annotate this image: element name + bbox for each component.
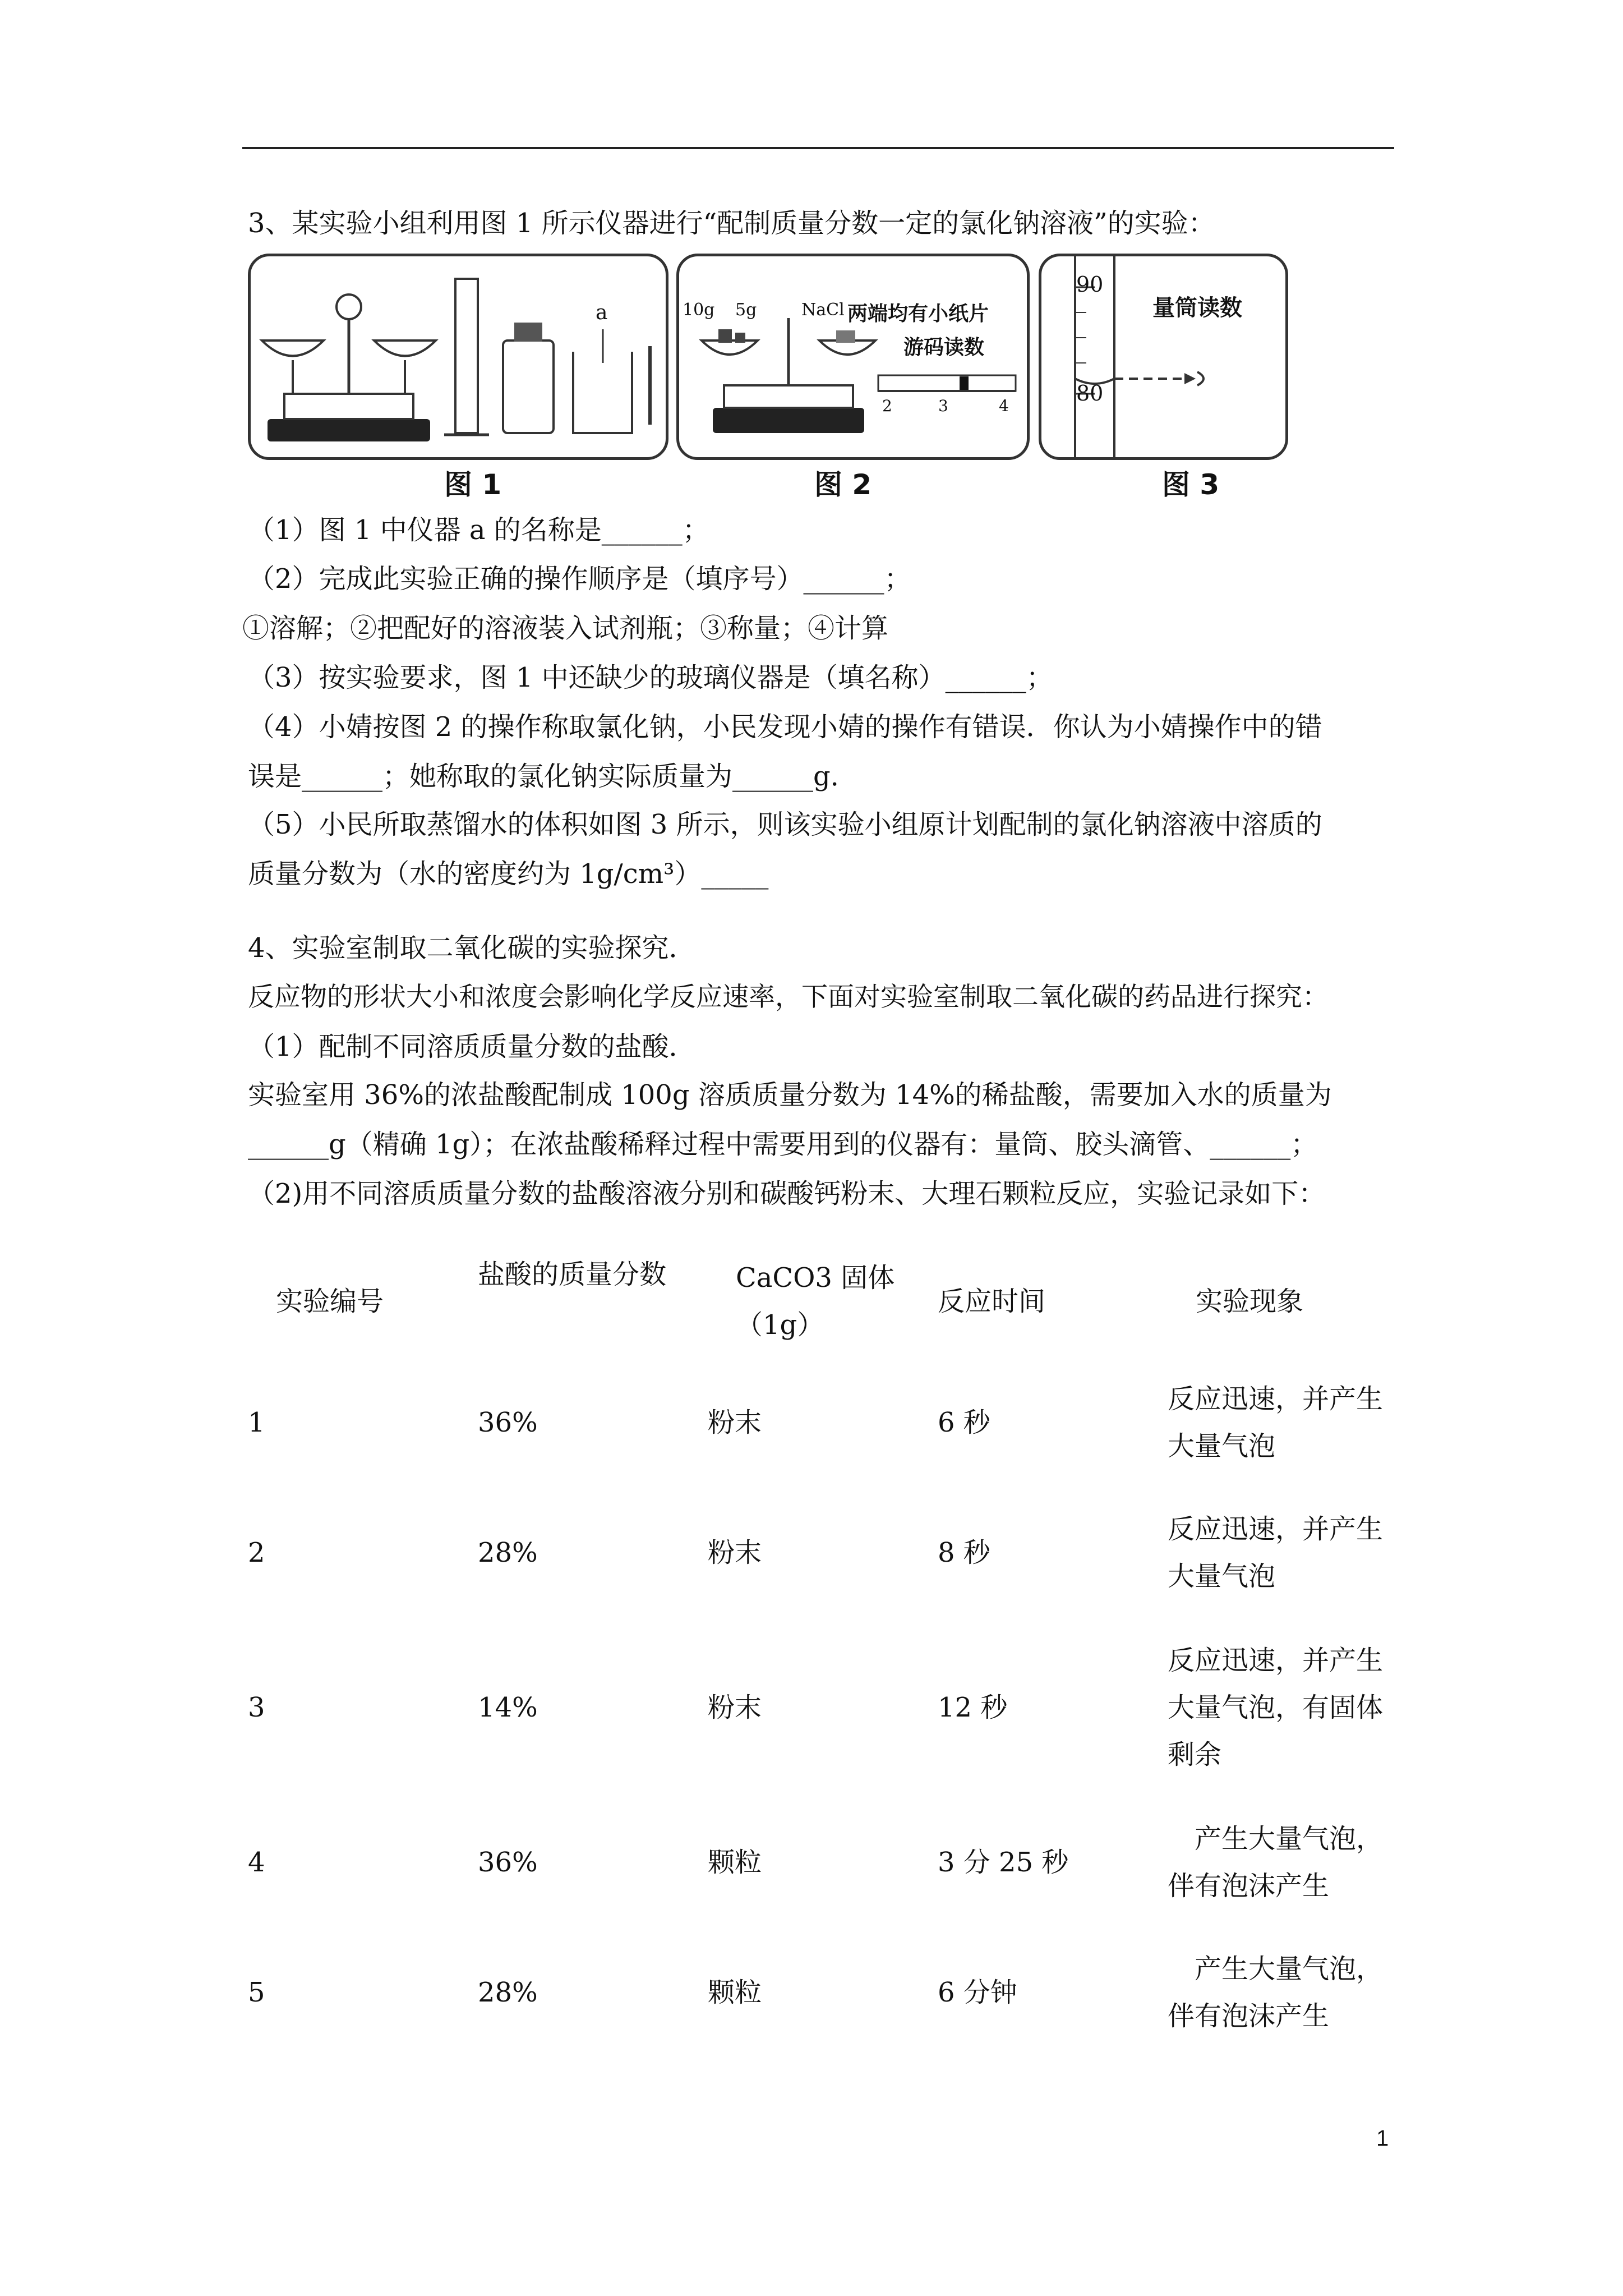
cell-concentration: 36% <box>478 1407 538 1438</box>
header-caco3: CaCO3 固体（1g） <box>736 1262 895 1341</box>
cell-time: 8 秒 <box>938 1537 990 1568</box>
cell-caco3: 粉末 <box>708 1692 762 1723</box>
header-rule <box>242 147 1394 149</box>
cylinder-mark-90: 90 <box>1076 272 1104 297</box>
figure-row <box>248 254 1288 500</box>
cell-time: 6 分钟 <box>938 1977 1017 2008</box>
table-header-row <box>248 1228 1403 1358</box>
header-time: 反应时间 <box>938 1286 1046 1317</box>
nacl-label: NaCl <box>801 300 845 320</box>
instrument-a-label: a <box>596 301 608 324</box>
cell-exp-no: 1 <box>248 1407 265 1438</box>
cell-phenomenon: 反应迅速，并产生大量气泡 <box>1168 1513 1384 1592</box>
table-row <box>248 1358 1403 1488</box>
cell-phenomenon: 产生大量气泡，伴有泡沫产生 <box>1168 1953 1384 2032</box>
cell-phenomenon: 产生大量气泡，伴有泡沫产生 <box>1168 1823 1384 1902</box>
experiment-table <box>248 1228 1403 2058</box>
figure-3 <box>1039 254 1288 460</box>
weight-10g-label: 10g <box>683 300 715 320</box>
q4-intro: 反应物的形状大小和浓度会影响化学反应速率，下面对实验室制取二氧化碳的药品进行探究： <box>248 982 1329 1013</box>
cell-concentration: 28% <box>478 1537 538 1568</box>
table-row <box>248 1927 1403 2058</box>
figure-1 <box>248 254 668 460</box>
cell-exp-no: 3 <box>248 1692 265 1723</box>
cell-phenomenon: 反应迅速，并产生大量气泡，有固体剩余 <box>1168 1645 1384 1770</box>
figure-2 <box>676 254 1030 460</box>
cell-caco3: 粉末 <box>708 1537 762 1568</box>
cylinder-reading-note: 量筒读数 <box>1152 295 1242 321</box>
cell-phenomenon: 反应迅速，并产生大量气泡 <box>1168 1383 1384 1462</box>
rider-reading-note: 游码读数 <box>903 335 985 359</box>
q4-part-1: （1）配制不同溶质质量分数的盐酸． <box>248 1031 696 1062</box>
figure-1-caption: 图 1 <box>444 468 502 501</box>
figure-1-drawing <box>251 256 666 457</box>
scale-tick-4: 4 <box>999 397 1009 415</box>
cell-caco3: 颗粒 <box>708 1847 762 1878</box>
cell-concentration: 36% <box>478 1847 538 1878</box>
cell-concentration: 28% <box>478 1977 538 2008</box>
q4-part-1-line2: ______g（精确 1g）；在浓盐酸稀释过程中需要用到的仪器有：量筒、胶头滴管、______； <box>248 1129 1318 1160</box>
q3-part-4-line1: （4）小婧按图 2 的操作称取氯化钠，小民发现小婧的操作有错误．你认为小婧操作中的错 <box>248 711 1322 743</box>
q3-part-2-options: ①溶解；②把配好的溶液装入试剂瓶；③称量；④计算 <box>242 613 889 644</box>
q3-part-1: （1）图 1 中仪器 a 的名称是______； <box>248 514 709 546</box>
cell-time: 12 秒 <box>938 1692 1008 1723</box>
cell-exp-no: 2 <box>248 1537 265 1568</box>
q3-part-5-line2: 质量分数为（水的密度约为 1g/cm³）_____ <box>248 858 769 890</box>
figure-2-caption: 图 2 <box>814 468 872 501</box>
q3-part-5-line1: （5）小民所取蒸馏水的体积如图 3 所示，则该实验小组原计划配制的氯化钠溶液中溶质的 <box>248 809 1322 840</box>
cell-concentration: 14% <box>478 1692 538 1723</box>
cell-exp-no: 4 <box>248 1847 265 1878</box>
q4-part-1-line1: 实验室用 36%的浓盐酸配制成 100g 溶质质量分数为 14%的稀盐酸，需要加入水的质量为 <box>248 1079 1332 1111</box>
cell-time: 6 秒 <box>938 1407 990 1438</box>
cylinder-mark-80: 80 <box>1076 381 1104 406</box>
q3-part-4-line2: 误是______；她称取的氯化钠实际质量为______g． <box>248 761 857 792</box>
header-concentration: 盐酸的质量分数 <box>478 1259 667 1290</box>
header-exp-no: 实验编号 <box>276 1286 384 1317</box>
q3-part-2: （2）完成此实验正确的操作顺序是（填序号）______； <box>248 563 911 595</box>
cell-exp-no: 5 <box>248 1977 265 2008</box>
q4-part-2: （2)用不同溶质质量分数的盐酸溶液分别和碳酸钙粉末、大理石颗粒反应，实验记录如下： <box>248 1178 1326 1209</box>
q3-part-3: （3）按实验要求，图 1 中还缺少的玻璃仪器是（填名称）______； <box>248 662 1053 693</box>
page-number: 1 <box>1376 2126 1389 2151</box>
figure-3-caption: 图 3 <box>1162 468 1220 501</box>
q3-intro: 3、某实验小组利用图 1 所示仪器进行“配制质量分数一定的氯化钠溶液”的实验： <box>248 208 1215 239</box>
header-phenomenon: 实验现象 <box>1196 1286 1304 1317</box>
table-row <box>248 1488 1403 1618</box>
paper-note: 两端均有小纸片 <box>847 302 989 325</box>
table-row <box>248 1618 1403 1797</box>
q4-title: 4、实验室制取二氧化碳的实验探究． <box>248 932 696 964</box>
table-row <box>248 1797 1403 1927</box>
scale-tick-2: 2 <box>882 397 892 415</box>
cell-caco3: 粉末 <box>708 1407 762 1438</box>
cell-caco3: 颗粒 <box>708 1977 762 2008</box>
weight-5g-label: 5g <box>735 300 757 320</box>
scale-tick-3: 3 <box>938 397 948 415</box>
cell-time: 3 分 25 秒 <box>938 1847 1069 1878</box>
